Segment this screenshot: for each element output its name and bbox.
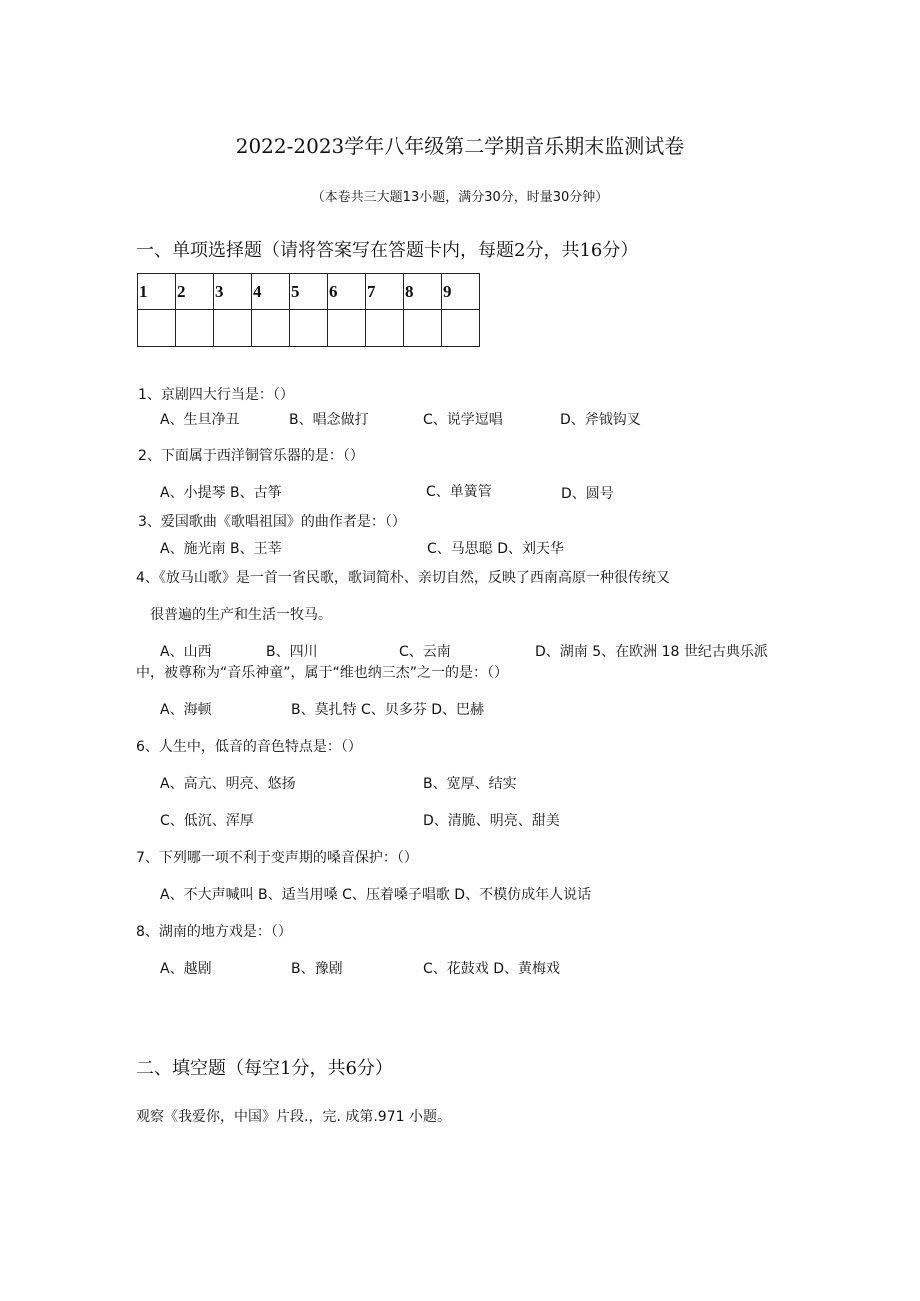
answer-header-cell: 4 — [252, 274, 290, 310]
q4-option-a: A、山西 — [160, 644, 212, 660]
q8-option-cd: C、花鼓戏 D、黄梅戏 — [423, 961, 561, 977]
q2-option-ab: A、小提琴 B、古筝 — [160, 485, 282, 501]
answer-header-cell: 7 — [366, 274, 404, 310]
section2-heading: 二、填空题（每空1分，共6分） — [136, 1058, 393, 1079]
q8-stem: 8、湖南的地方戏是：（） — [136, 924, 292, 940]
q5-option-a: A、海顿 — [160, 702, 212, 718]
q2-option-d: D、圆号 — [561, 486, 614, 502]
answer-blank-cell[interactable] — [404, 310, 442, 347]
q4-option-c: C、云南 — [399, 644, 451, 660]
section2-intro: 观察《我爱你，中国》片段.，完. 成第.971 小题。 — [136, 1109, 451, 1125]
q4-option-b: B、四川 — [266, 644, 318, 660]
q8-option-a: A、越剧 — [160, 961, 212, 977]
answer-blank-cell[interactable] — [290, 310, 328, 347]
section1-heading: 一、单项选择题（请将答案写在答题卡内，每题2分，共16分） — [136, 240, 639, 261]
answer-blank-cell[interactable] — [328, 310, 366, 347]
answer-blank-cell[interactable] — [138, 310, 176, 347]
q5-option-bcd: B、莫扎特 C、贝多芬 D、巴赫 — [291, 702, 485, 718]
q4-stem-line1: 4、《放马山歌》是一首一省民歌，歌词简朴、亲切自然，反映了西南高原一种很传统又 — [136, 570, 670, 586]
q4-option-d-and-q5-start: D、湖南 5、在欧洲 18 世纪古典乐派 — [535, 644, 768, 660]
q1-option-b: B、唱念做打 — [289, 412, 369, 428]
q3-stem: 3、爱国歌曲《歌唱祖国》的曲作者是：（） — [138, 514, 406, 530]
q6-option-d: D、清脆、明亮、甜美 — [423, 813, 560, 829]
answer-header-cell: 3 — [214, 274, 252, 310]
answer-blank-cell[interactable] — [214, 310, 252, 347]
answer-blank-cell[interactable] — [366, 310, 404, 347]
q1-option-c: C、说学逗唱 — [423, 412, 503, 428]
q6-option-b: B、宽厚、结实 — [423, 776, 517, 792]
q4-stem-line2: 很普遍的生产和生活一牧马。 — [150, 607, 332, 623]
answer-blank-cell[interactable] — [442, 310, 480, 347]
q8-option-b: B、豫剧 — [291, 961, 343, 977]
q5-stem: 中，被尊称为“音乐神童”，属于“维也纳三杰”之一的是：（） — [136, 665, 509, 681]
answer-header-cell: 5 — [290, 274, 328, 310]
q6-option-a: A、高亢、明亮、悠扬 — [160, 776, 296, 792]
q3-option-ab: A、施光南 B、王莘 — [160, 541, 282, 557]
q3-option-cd: C、马思聪 D、刘天华 — [427, 541, 565, 557]
page-subtitle: （本卷共三大题13小题，满分30分，时量30分钟） — [311, 190, 609, 205]
q7-stem: 7、下列哪一项不利于变声期的嗓音保护：（） — [136, 850, 418, 866]
answer-table-blank-row — [138, 310, 480, 347]
answer-header-cell: 8 — [404, 274, 442, 310]
answer-header-cell: 6 — [328, 274, 366, 310]
q2-option-c: C、单簧管 — [426, 484, 492, 500]
answer-blank-cell[interactable] — [252, 310, 290, 347]
answer-header-cell: 1 — [138, 274, 176, 310]
answer-blank-cell[interactable] — [176, 310, 214, 347]
q1-stem: 1、京剧四大行当是：（） — [138, 387, 294, 403]
q1-option-d: D、斧钺钩叉 — [560, 412, 641, 428]
q6-option-c: C、低沉、浑厚 — [160, 813, 254, 829]
q6-stem: 6、人生中，低音的音色特点是：（） — [136, 739, 362, 755]
answer-header-cell: 2 — [176, 274, 214, 310]
q1-option-a: A、生旦净丑 — [160, 412, 240, 428]
page-title: 2022-2023学年八年级第二学期音乐期末监测试卷 — [235, 134, 685, 158]
answer-table-header-row — [138, 274, 480, 310]
q2-stem: 2、下面属于西洋铜管乐器的是：（） — [138, 448, 364, 464]
answer-header-cell: 9 — [442, 274, 480, 310]
answer-table — [137, 273, 480, 347]
q7-options: A、不大声喊叫 B、适当用嗓 C、压着嗓子唱歌 D、不模仿成年人说话 — [160, 887, 592, 903]
